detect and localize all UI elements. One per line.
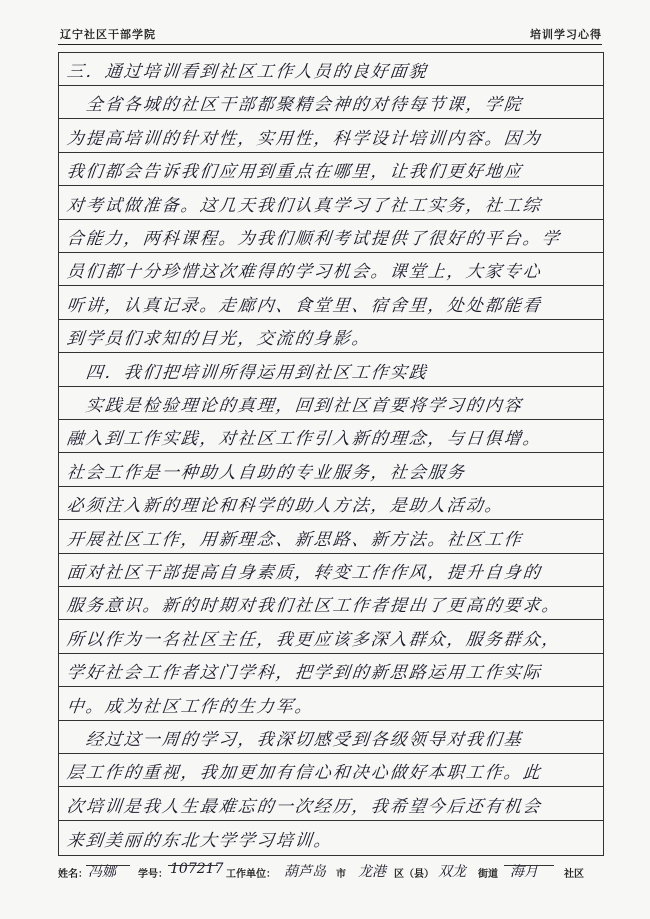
ruled-line: [59, 153, 603, 186]
ruled-line: [59, 554, 603, 587]
handwritten-line: 听讲，认真记录。走廊内、食堂里、宿舍里，处处都能看: [65, 295, 543, 316]
handwritten-line: 经过这一周的学习，我深切感受到各级领导对我们基: [65, 730, 524, 750]
ruled-line: [59, 621, 603, 654]
handwritten-line: 社会工作是一种助人自助的专业服务，社会服务: [65, 462, 467, 483]
handwritten-line: 到学员们求知的目光，交流的身影。: [65, 329, 372, 350]
handwritten-line: 我们都会告诉我们应用到重点在哪里，让我们更好地应: [65, 162, 524, 183]
city-label: 市: [336, 869, 346, 880]
footer-info: [58, 861, 604, 881]
ruled-line: [59, 387, 603, 420]
work-unit-label: 工作单位：: [226, 869, 276, 880]
handwritten-line: 开展社区工作，用新理念、新思路、新方法。社区工作: [65, 529, 524, 550]
handwritten-line: 必须注入新的理论和科学的助人方法，是助人活动。: [65, 496, 505, 517]
ruled-line: [59, 253, 603, 286]
ruled-line: [59, 821, 603, 854]
name-value: 冯娜: [88, 864, 116, 880]
handwritten-line: 面对社区干部提高自身素质，转变工作作风，提升自身的: [65, 563, 543, 583]
handwritten-line: 员们都十分珍惜这次难得的学习机会。课堂上，大家专心: [65, 262, 543, 283]
street-value: 双龙: [438, 864, 466, 880]
handwritten-line: 来到美丽的东北大学学习培训。: [65, 831, 334, 852]
handwritten-line: 层工作的重视，我加更加有信心和决心做好本职工作。此: [65, 763, 543, 784]
ruled-line: [59, 320, 603, 353]
handwritten-line: 服务意识。新的时期对我们社区工作者提出了更高的要求。: [65, 596, 562, 617]
header-school-name: 辽宁社区干部学院: [60, 28, 156, 41]
ruled-line: [59, 86, 603, 119]
handwritten-line: 合能力，两科课程。为我们顺利考试提供了很好的平台。学: [65, 229, 562, 249]
ruled-line: [59, 53, 603, 86]
lined-writing-area: [58, 52, 604, 856]
handwritten-line: 所以作为一名社区主任，我更应该多深入群众，服务群众，: [65, 629, 562, 650]
ruled-line: [59, 287, 603, 320]
header-doc-title: 培训学习心得: [530, 28, 602, 41]
district-value: 龙港: [358, 864, 386, 880]
handwritten-line: 四．我们把培训所得运用到社区工作实践: [65, 362, 429, 383]
ruled-line: [59, 721, 603, 754]
ruled-line: [59, 187, 603, 220]
ruled-line: [59, 788, 603, 821]
handwritten-line: 融入到工作实践，对社区工作引入新的理念，与日俱增。: [65, 429, 543, 450]
ruled-line: [59, 688, 603, 721]
name-underline: [86, 865, 130, 866]
handwritten-line: 对考试做准备。这几天我们认真学习了社工实务，社工综: [65, 195, 543, 216]
handwritten-line: 为提高培训的针对性，实用性，科学设计培训内容。因为: [65, 128, 543, 149]
ruled-line: [59, 120, 603, 153]
district-label: 区（县）: [394, 869, 434, 880]
ruled-line: [59, 454, 603, 487]
ruled-line: [59, 354, 603, 387]
community-underline: [504, 865, 554, 866]
ruled-line: [59, 420, 603, 453]
student-id-label: 学号：: [138, 869, 168, 880]
ruled-line: [59, 654, 603, 687]
street-label: 街道: [478, 869, 498, 880]
id-underline: [168, 865, 218, 866]
ruled-line: [59, 587, 603, 620]
handwritten-line: 中。成为社区工作的生力军。: [65, 696, 315, 717]
community-value: 海月: [510, 864, 538, 880]
handwritten-line: 全省各城的社区干部都聚精会神的对待每节课，学院: [65, 95, 524, 116]
community-label: 社区: [564, 869, 584, 880]
city-value: 葫芦岛: [284, 864, 326, 880]
ruled-line: [59, 220, 603, 253]
ruled-line: [59, 487, 603, 520]
ruled-line: [59, 754, 603, 787]
student-id-value: 107217: [170, 861, 224, 877]
handwritten-line: 实践是检验理论的真理，回到社区首要将学习的内容: [65, 396, 524, 416]
handwritten-line: 三．通过培训看到社区工作人员的良好面貌: [65, 62, 429, 82]
handwritten-line: 学好社会工作者这门学科，把学到的新思路运用工作实际: [65, 663, 543, 684]
name-label: 姓名：: [58, 869, 88, 880]
header-rule: [58, 44, 602, 45]
handwritten-line: 次培训是我人生最难忘的一次经历，我希望今后还有机会: [65, 796, 543, 817]
ruled-line: [59, 521, 603, 554]
